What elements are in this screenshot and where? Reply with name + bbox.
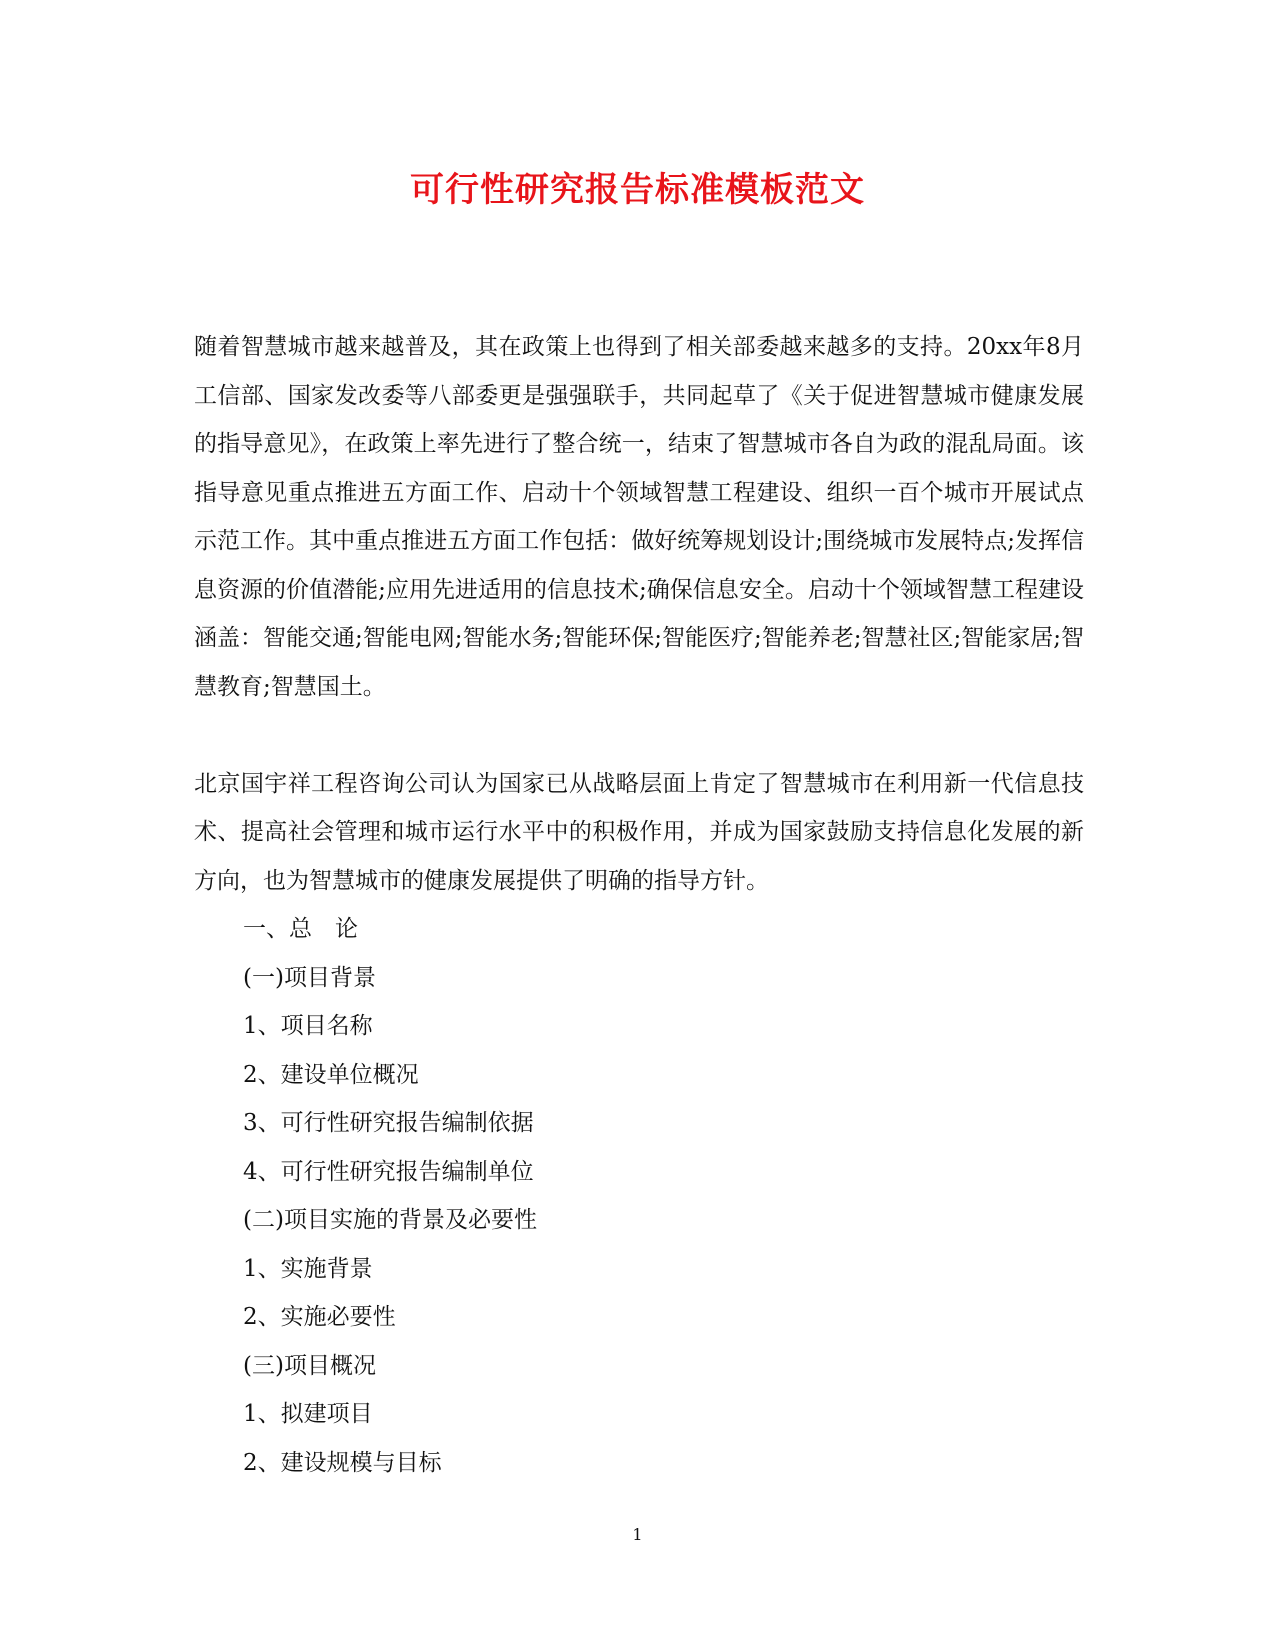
outline-item: 2、建设单位概况 [243,1061,419,1088]
page-number: 1 [632,1525,643,1544]
outline-item: (三)项目概况 [243,1352,376,1379]
outline-item: (一)项目背景 [243,964,376,991]
outline-heading-general: 一、总 论 [243,916,358,942]
table-of-contents [194,905,1084,1487]
body-paragraph-1: 随着智慧城市越来越普及，其在政策上也得到了相关部委越来越多的支持。20xx年8月工信部、国家发改委等八部委更是强强联手，共同起草了《关于促进智慧城市健康发展的指导意见》，在政策上率先进行了整合统一，结束了智慧城市各自为政的混乱局面。该指导意见重点推进五方面工作、启动十个领域智慧工程建设、组织一百个城市开展试点示范工作。其中重点推进五方面工作包括：做好统筹规划设计;围绕城市发展特点;发挥信息资源的价值潜能;应用先进适用的信息技术;确保信息安全。启动十个领域智慧工程建设涵盖：智能交通;智能电网;智能水务;智能环保;智能医疗;智能养老;智慧社区;智能家居;智慧教育;智慧国土。 [194,334,1084,700]
outline-item: 3、可行性研究报告编制依据 [243,1110,534,1136]
outline-item: 2、建设规模与目标 [243,1449,442,1476]
outline-item: 1、实施背景 [243,1255,373,1282]
body-paragraph-2: 北京国宇祥工程咨询公司认为国家已从战略层面上肯定了智慧城市在利用新一代信息技术、提高社会管理和城市运行水平中的积极作用，并成为国家鼓励支持信息化发展的新方向，也为智慧城市的健康发展提供了明确的指导方针。 [194,770,1084,894]
outline-item: 4、可行性研究报告编制单位 [243,1158,534,1185]
outline-item: (二)项目实施的背景及必要性 [243,1207,537,1233]
outline-item: 1、拟建项目 [243,1401,373,1427]
document-title: 可行性研究报告标准模板范文 [410,170,865,210]
document-body [194,323,1084,1487]
outline-item: 1、项目名称 [243,1013,373,1039]
outline-item: 2、实施必要性 [243,1304,396,1330]
